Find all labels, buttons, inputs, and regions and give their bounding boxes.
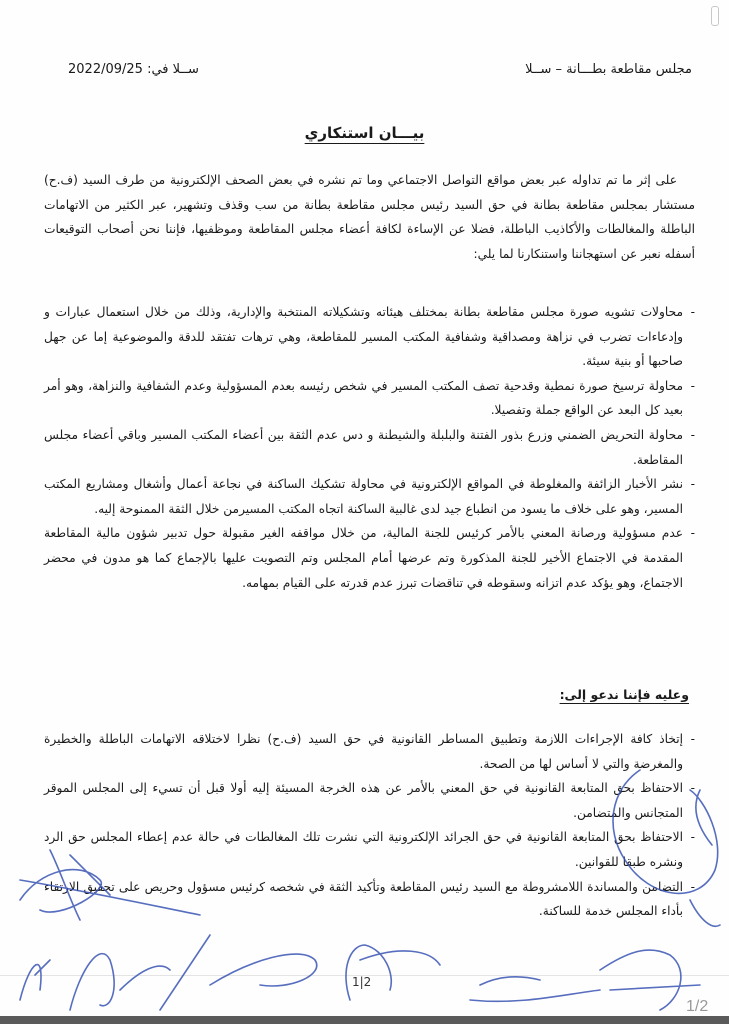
- list-item: - التضامن والمساندة اللامشروطة مع السيد رئيس المقاطعة وتأكيد الثقة في شخصه كرئيس مسؤول وحريص على تحقيق الارتقاء بأداء المجلس خدمة للساكنة.: [44, 875, 695, 924]
- document-title: [0, 124, 729, 142]
- place-date: ســلا في: 2022/09/25: [68, 62, 199, 77]
- list-item: - الاحتفاظ بحق المتابعة القانونية في حق الجرائد الإلكترونية التي نشرت تلك المغالطات في حالة عدم إعطاء المجلس حق الرد ونشره طبقا للقوانين.: [44, 825, 695, 874]
- demands-heading-text: وعليه فإننا ندعو إلى:: [559, 687, 689, 702]
- staple-mark: [711, 6, 719, 26]
- list-item: - نشر الأخبار الزائفة والمغلوطة في المواقع الإلكترونية في محاولة تشكيك الساكنة في نجاعة أعمال وأشغال ومشاريع المكتب المسير، وهو على خلاف ما يسود من انطباع جيد لدى غالبية الساكنة اتجاه المكتب المسيرمن خلال الثقة الممنوحة إليه.: [44, 472, 695, 521]
- document-title-text: بيـــان استنكاري: [304, 124, 425, 142]
- denounced-items-list: [44, 300, 695, 595]
- signature-bottom-2: [70, 935, 210, 1010]
- signature-bottom-4: [346, 945, 440, 1000]
- list-item: - محاولة ترسيخ صورة نمطية وقدحية تصف المكتب المسير في شخص رئيسه بعدم المسؤولية وعدم الشفافية والنزاهة، وهو أمر بعيد كل البعد عن الواقع جملة وتفصيلا.: [44, 374, 695, 423]
- intro-paragraph: على إثر ما تم تداوله عبر بعض مواقع التواصل الاجتماعي وما تم نشره في بعض الصحف الإلكترونية من طرف السيد (ف.ح) مستشار بمجلس مقاطعة بطانة في حق السيد رئيس مجلس مقاطعة بطانة من سب وقذف وتشهير، عبر الكثير من الاتهامات الباطلة والمغالطات والأكاذيب الباطلة، فضلا عن الإساءة لكافة أعضاء مجلس المقاطعة وموظفيها، فإننا نحن أصحاب التوقيعات أسفله نعبر عن استهجاننا واستنكارنا لما يلي:: [44, 173, 695, 261]
- demands-heading: [560, 687, 689, 702]
- demands-list: [44, 727, 695, 924]
- signature-bottom-1: [20, 960, 50, 1000]
- list-item: - إتخاذ كافة الإجراءات اللازمة وتطبيق المساطر القانونية في حق السيد (ف.ح) نظرا لاختلاقه الاتهامات الباطلة والخطيرة والمغرضة والتي لا أساس لها من الصحة.: [44, 727, 695, 776]
- council-name: مجلس مقاطعة بطـــانة – ســلا: [525, 62, 692, 77]
- page-number: 1|2: [352, 975, 372, 989]
- handwritten-page-number: 1/2: [686, 998, 709, 1015]
- scan-border: [0, 1016, 729, 1024]
- signature-bottom-3: [210, 954, 317, 986]
- list-item: - الاحتفاظ بحق المتابعة القانونية في حق المعني بالأمر عن هذه الخرجة المسيئة إليه أولا قبل أن تسيء إلى المجلس الموقر المتجانس والمتضامن.: [44, 776, 695, 825]
- list-item: - محاولات تشويه صورة مجلس مقاطعة بطانة بمختلف هيئاته وتشكيلاته المنتخبة والإدارية، وذلك من خلال استعمال عبارات و وإدعاءات تضرب في نزاهة ومصداقية وشفافية المكتب المسير للمقاطعة، وهي ترهات تفتقد للدقة والموضوعية إما عن جهل صاحبها أو بنية سيئة.: [44, 300, 695, 374]
- list-item: - عدم مسؤولية ورصانة المعني بالأمر كرئيس للجنة المالية، من خلال مواقفه الغير مقبولة حول تدبير شؤون مالية المقاطعة المقدمة في الاجتماع الأخير للجنة المذكورة وتم عرضها أمام المجلس وتم التصويت عليها بالإجماع كما هو مدون في محضر الاجتماع، وهو يؤكد عدم اتزانه وسقوطه في تناقضات تبرز عدم قدرته على القيام بمهامه.: [44, 521, 695, 595]
- signature-bottom-5: [470, 950, 700, 1010]
- list-item: - محاولة التحريض الضمني وزرع بذور الفتنة والبلبلة والشيطنة و دس عدم الثقة بين أعضاء المكتب المسير وباقي أعضاء مجلس المقاطعة.: [44, 423, 695, 472]
